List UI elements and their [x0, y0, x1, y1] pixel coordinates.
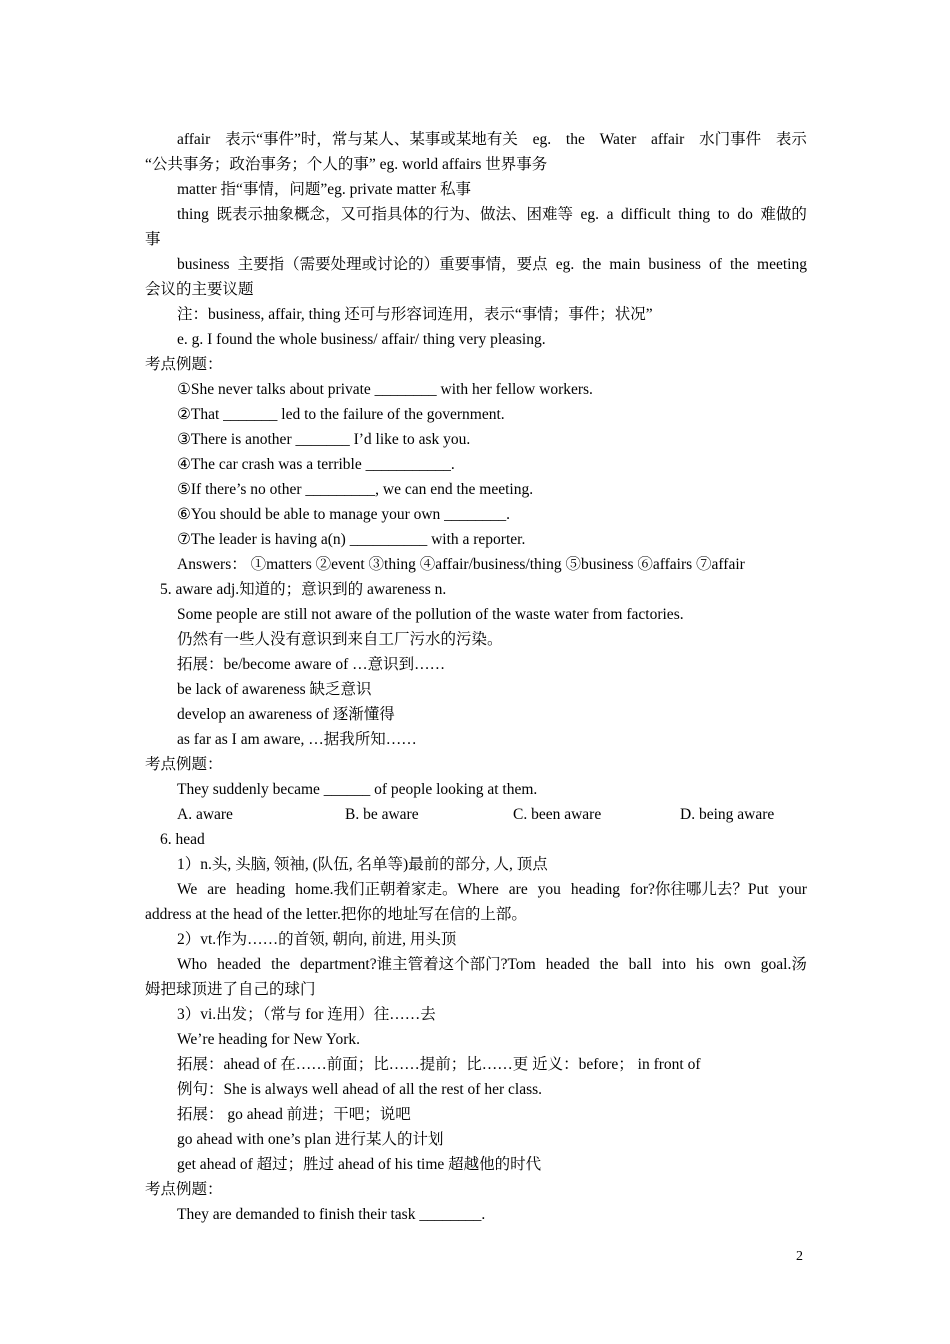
exercise-item: They suddenly became ______ of people looking at them.: [177, 781, 538, 798]
text-line: affair 表示“事件”时，常与某人、某事或某地有关 eg. the Water affair 水门事件 表示: [177, 131, 807, 148]
text-line: 拓展：be/become aware of …意识到……: [177, 656, 446, 673]
text-line: 1）n.头, 头脑, 领袖, (队伍, 名单等)最前的部分, 人, 顶点: [177, 856, 548, 873]
exercise-item: ③There is another _______ I’d like to ask you.: [177, 431, 471, 448]
text-line: 仍然有一些人没有意识到来自工厂污水的污染。: [177, 631, 503, 648]
option-b: B. be aware: [345, 806, 419, 823]
option-d: D. being aware: [680, 806, 775, 823]
exercise-item: ①She never talks about private ________ with her fellow workers.: [177, 381, 593, 398]
text-line: get ahead of 超过；胜过 ahead of his time 超越他的时代: [177, 1156, 542, 1173]
text-line: go ahead with one’s plan 进行某人的计划: [177, 1131, 444, 1148]
option-a: A. aware: [177, 806, 233, 823]
section-heading: 考点例题：: [145, 1181, 223, 1198]
exercise-item: They are demanded to finish their task ________.: [177, 1206, 486, 1223]
text-line: be lack of awareness 缺乏意识: [177, 681, 372, 698]
text-line: 3）vi.出发；（常与 for 连用）往……去: [177, 1006, 436, 1023]
text-line: develop an awareness of 逐渐懂得: [177, 706, 395, 723]
numbered-heading: 6. head: [160, 831, 205, 848]
text-line: 2）vt.作为……的首领, 朝向, 前进, 用头顶: [177, 931, 457, 948]
option-c: C. been aware: [513, 806, 602, 823]
exercise-item: ⑤If there’s no other _________, we can end the meeting.: [177, 481, 534, 498]
text-line: 拓展： go ahead 前进；干吧；说吧: [177, 1106, 411, 1123]
exercise-item: ④The car crash was a terrible ___________.: [177, 456, 455, 473]
text-line: Who headed the department?谁主管着这个部门?Tom headed the ball into his own goal.汤: [177, 956, 807, 973]
page-number: 2: [796, 1249, 803, 1264]
text-line: 拓展：ahead of 在……前面；比……提前；比……更 近义：before； in front of: [177, 1056, 701, 1073]
section-heading: 考点例题：: [145, 356, 223, 373]
text-line: We’re heading for New York.: [177, 1031, 360, 1048]
text-line: “公共事务；政治事务；个人的事” eg. world affairs 世界事务: [145, 156, 548, 173]
text-line: thing 既表示抽象概念，又可指具体的行为、做法、困难等 eg. a difficult thing to do 难做的: [177, 206, 807, 223]
note-line: 注：business, affair, thing 还可与形容词连用，表示“事情；事件；状况”: [177, 306, 653, 323]
answers-line: Answers： ①matters ②event ③thing ④affair/business/thing ⑤business ⑥affairs ⑦affair: [177, 556, 745, 573]
text-line: matter 指“事情，问题”eg. private matter 私事: [177, 181, 471, 198]
numbered-heading: 5. aware adj.知道的；意识到的 awareness n.: [160, 581, 447, 598]
text-line: as far as I am aware, …据我所知……: [177, 731, 417, 748]
text-line: We are heading home.我们正朝着家走。Where are you heading for?你往哪儿去？Put your: [177, 881, 807, 898]
exercise-item: ⑥You should be able to manage your own ________.: [177, 506, 511, 523]
text-line: 事: [145, 231, 161, 248]
text-line: 例句：She is always well ahead of all the rest of her class.: [177, 1081, 543, 1098]
text-line: Some people are still not aware of the pollution of the waste water from factories.: [177, 606, 684, 623]
text-line: 姆把球顶进了自己的球门: [145, 981, 316, 998]
text-line: address at the head of the letter.把你的地址写在信的上部。: [145, 906, 527, 923]
text-line: business 主要指（需要处理或讨论的）重要事情，要点 eg. the main business of the meeting: [177, 256, 807, 273]
text-line: 会议的主要议题: [145, 281, 254, 298]
exercise-item: ②That _______ led to the failure of the government.: [177, 406, 505, 423]
example-line: e. g. I found the whole business/ affair/ thing very pleasing.: [177, 331, 546, 348]
section-heading: 考点例题：: [145, 756, 223, 773]
exercise-item: ⑦The leader is having a(n) __________ with a reporter.: [177, 531, 526, 548]
